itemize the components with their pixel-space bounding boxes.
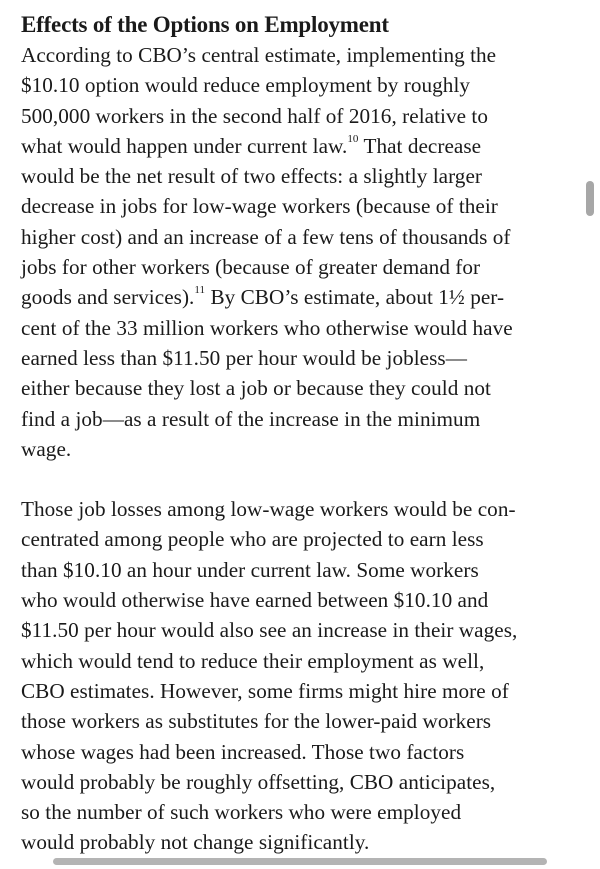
text-line: CBO estimates. However, some firms might hire more of xyxy=(21,678,509,703)
text-line: would probably be roughly offsetting, CBO anticipates, xyxy=(21,769,496,794)
vertical-scrollbar[interactable] xyxy=(586,181,594,216)
text-line: centrated among people who are projected to earn less xyxy=(21,527,484,552)
text-line: jobs for other workers (because of greater demand for xyxy=(21,255,481,280)
text-line: wage. xyxy=(21,436,72,461)
footnote-marker-11: 11 xyxy=(194,284,206,297)
text-line: decrease in jobs for low-wage workers (because of their xyxy=(21,194,498,219)
text-line: than $10.10 an hour under current law. Some workers xyxy=(21,557,479,582)
paragraph-1 xyxy=(21,40,569,464)
footnote-marker-10: 10 xyxy=(347,132,359,145)
text-line: higher cost) and an increase of a few tens of thousands of xyxy=(21,224,511,249)
text-line: who would otherwise have earned between $10.10 and xyxy=(21,588,489,613)
section-heading: Effects of the Options on Employment xyxy=(21,12,389,37)
text-line: either because they lost a job or because they could not xyxy=(21,376,491,401)
text-line: would probably not change significantly. xyxy=(21,830,370,855)
text-line: find a job—as a result of the increase in the minimum xyxy=(21,406,481,431)
text-line: would be the net result of two effects: a slightly larger xyxy=(21,164,483,189)
text-line: so the number of such workers who were employed xyxy=(21,800,462,825)
text-line: cent of the 33 million workers who otherwise would have xyxy=(21,315,513,340)
horizontal-scrollbar[interactable] xyxy=(53,858,547,865)
text-line: earned less than $11.50 per hour would be jobless— xyxy=(21,345,467,370)
paragraph-spacer xyxy=(21,464,569,494)
text-line: According to CBO’s central estimate, implementing the xyxy=(21,43,497,67)
paragraph-2 xyxy=(21,494,569,858)
text-line: $10.10 option would reduce employment by roughly xyxy=(21,73,471,98)
text-line: Those job losses among low-wage workers would be con- xyxy=(21,497,516,522)
text-line: what would happen under current law.$^{10}$ That decrease xyxy=(21,132,482,158)
text-line: goods and services).$^{11}$ By CBO’s estimate, about 1½ per- xyxy=(21,284,505,310)
text-line: which would tend to reduce their employment as well, xyxy=(21,648,485,673)
text-line: $11.50 per hour would also see an increase in their wages, xyxy=(21,618,518,643)
text-line: those workers as substitutes for the lower-paid workers xyxy=(21,709,492,734)
text-line: whose wages had been increased. Those two factors xyxy=(21,739,465,764)
document-page xyxy=(21,10,569,858)
text-line: 500,000 workers in the second half of 2016, relative to xyxy=(21,103,488,128)
